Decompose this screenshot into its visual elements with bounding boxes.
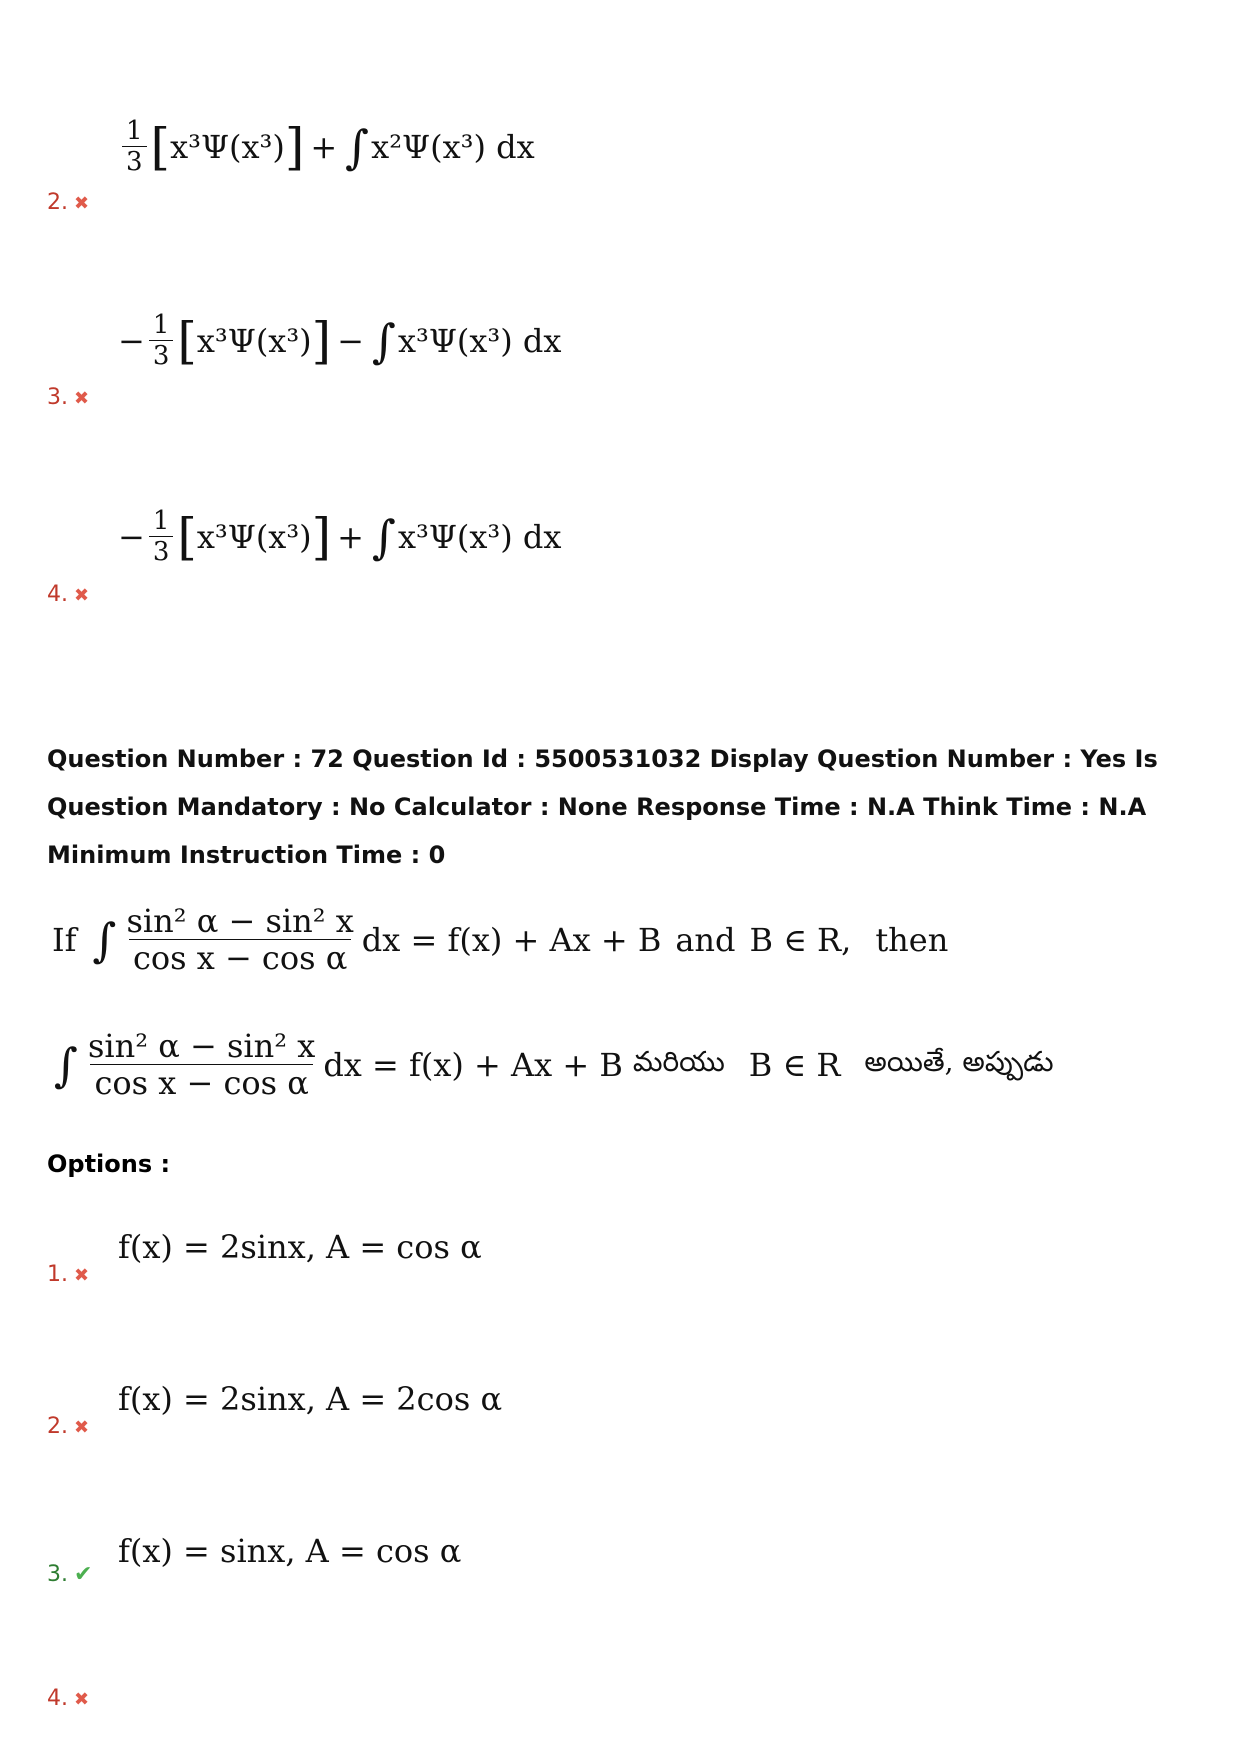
stem-then: then (875, 920, 949, 959)
operator: − (337, 321, 364, 360)
option-3-number: 3. ✔ (47, 1562, 93, 1587)
question-meta: Question Number : 72 Question Id : 5500531032 Display Question Number : Yes Is Question Mandatory : No Calculator : None Response Time : N.A Think Time : N.A Minimum Instruction Time : 0 (47, 745, 1158, 869)
left-bracket: [ (177, 507, 197, 566)
wrong-mark-icon: ✖ (74, 193, 90, 214)
fraction-denominator: 3 (122, 146, 147, 175)
prev-option-2-formula (118, 118, 535, 175)
question-stem-telugu (52, 1027, 1054, 1102)
fraction-numerator: sin² α − sin² x (126, 902, 354, 940)
bracket-content: x³Ψ(x³) (196, 517, 312, 556)
option-2-formula: f(x) = 2sinx, A = 2cos α (118, 1380, 503, 1418)
stem-fraction (122, 902, 357, 977)
stem-and: మరియు (632, 1044, 725, 1078)
stem-then: అయితే, అప్పుడు (864, 1044, 1054, 1078)
stem-condition: B ∈ R (748, 1045, 841, 1084)
prev-option-3-number: 3. ✖ (47, 385, 90, 410)
fraction-numerator: 1 (152, 310, 170, 340)
wrong-mark-icon: ✖ (74, 1265, 90, 1286)
wrong-mark-icon: ✖ (74, 1417, 90, 1438)
prev-option-4-number: 4. ✖ (47, 582, 90, 607)
integral-sign: ∫ (54, 1037, 78, 1092)
integral-sign: ∫ (371, 509, 396, 564)
prev-option-4-formula (118, 508, 561, 565)
bracket-content: x³Ψ(x³) (170, 127, 285, 166)
option-3-formula: f(x) = sinx, A = cos α (118, 1532, 462, 1570)
operator: + (310, 127, 338, 166)
operator: + (337, 517, 364, 556)
stem-rest: dx = f(x) + Ax + B (323, 1045, 623, 1084)
check-mark-icon: ✔ (74, 1562, 93, 1587)
stem-rest: dx = f(x) + Ax + B (361, 920, 662, 959)
fraction-numerator: 1 (152, 506, 170, 536)
integrand: x³Ψ(x³) dx (397, 321, 562, 360)
left-bracket: [ (177, 311, 197, 370)
fraction-denominator: cos x − cos α (129, 939, 351, 974)
wrong-mark-icon: ✖ (74, 388, 90, 409)
stem-fraction (84, 1027, 319, 1102)
prefix: − (118, 517, 145, 556)
option-1-formula: f(x) = 2sinx, A = cos α (118, 1228, 482, 1266)
fraction-denominator: 3 (149, 536, 174, 565)
prefix: − (118, 321, 145, 360)
stem-condition: B ∈ R, (749, 920, 852, 959)
fraction (149, 508, 174, 565)
question-stem-english (52, 902, 949, 977)
integral-sign: ∫ (371, 313, 396, 368)
option-2-number: 2. ✖ (47, 1414, 90, 1439)
wrong-mark-icon: ✖ (74, 585, 90, 606)
bracket-content: x³Ψ(x³) (196, 321, 312, 360)
prev-option-3-formula (118, 312, 561, 369)
right-bracket: ] (311, 311, 332, 370)
stem-lead: If (52, 920, 77, 959)
integrand: x³Ψ(x³) dx (397, 517, 562, 556)
fraction-numerator: sin² α − sin² x (87, 1027, 316, 1065)
integral-sign: ∫ (345, 119, 370, 174)
options-label: Options : (47, 1150, 171, 1178)
integral-sign: ∫ (92, 912, 117, 967)
prev-option-2-number: 2. ✖ (47, 190, 90, 215)
fraction-numerator: 1 (126, 116, 143, 146)
integrand: x²Ψ(x³) dx (371, 127, 535, 166)
option-1-number: 1. ✖ (47, 1262, 90, 1287)
fraction-denominator: 3 (149, 340, 174, 369)
option-4-number: 4. ✖ (47, 1686, 90, 1711)
right-bracket: ] (284, 117, 305, 176)
left-bracket: [ (150, 117, 171, 176)
fraction (149, 312, 174, 369)
right-bracket: ] (311, 507, 332, 566)
wrong-mark-icon: ✖ (74, 1689, 90, 1710)
fraction (122, 118, 147, 175)
stem-and: and (675, 920, 736, 959)
fraction-denominator: cos x − cos α (90, 1064, 312, 1099)
